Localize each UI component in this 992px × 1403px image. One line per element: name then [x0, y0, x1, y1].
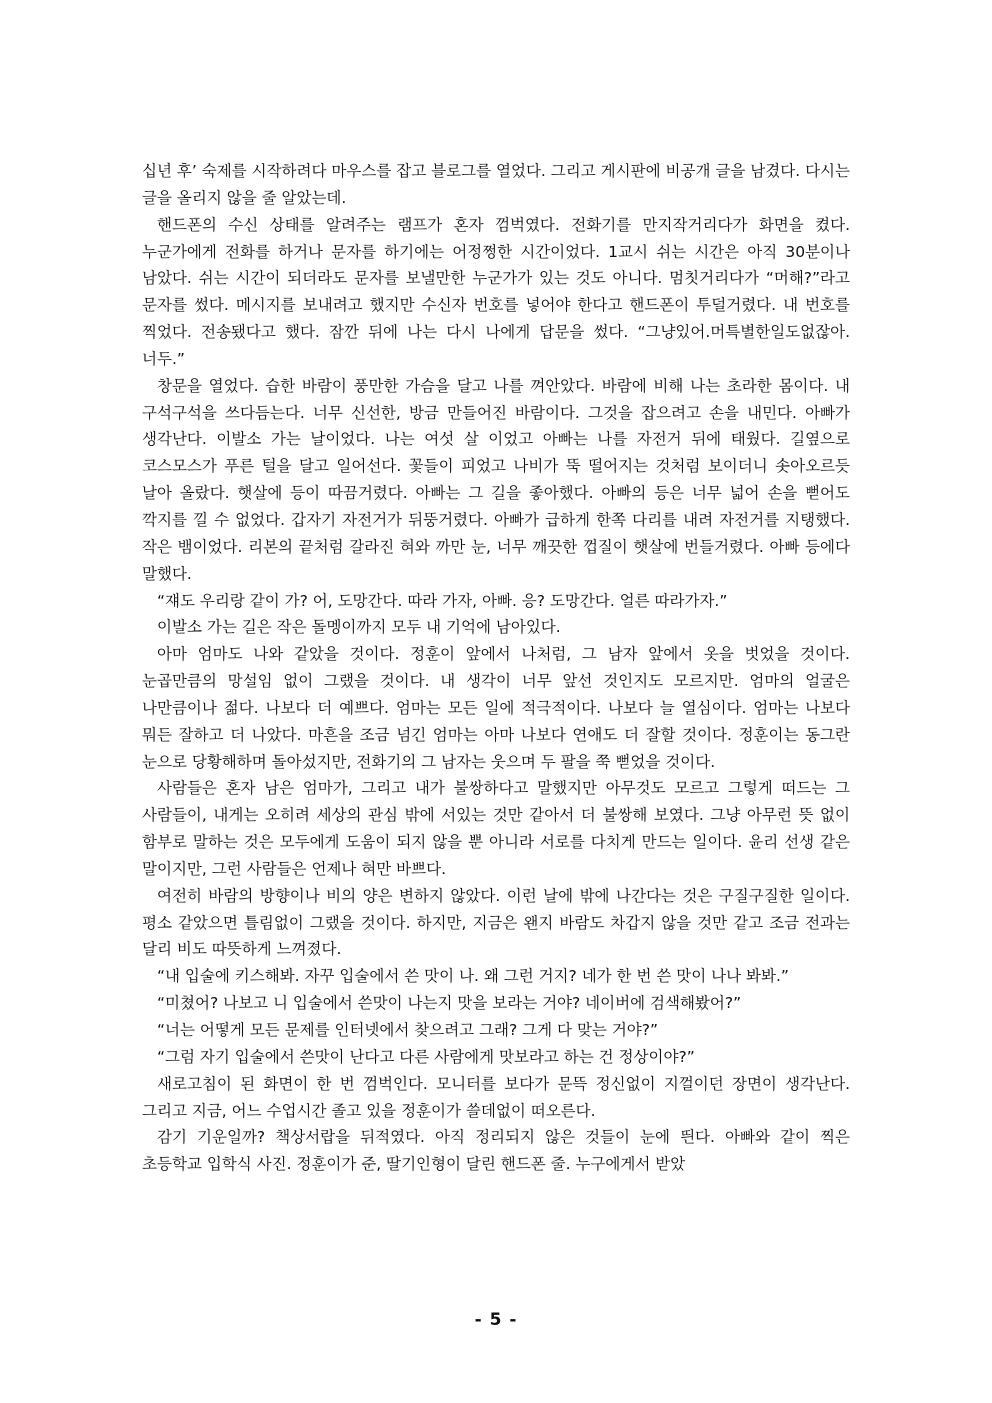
paragraph: “쟤도 우리랑 같이 가? 어, 도망간다. 따라 가자, 아빠. 응? 도망간다. 얼른 따라가자.”: [157, 591, 728, 610]
paragraph: 핸드폰의 수신 상태를 알려주는 램프가 혼자 껌벅였다. 전화기를 만지작거리다가 화면을 켰다. 누군가에게 전화를 하거나 문자를 하기에는 어정쩡한 시간이었다. 1교시 쉬는 시간은 아직 30분이나 남았다. 쉬는 시간이 되더라도 문자를 보낼만한 누군가가 있는 것도 아니다. 멈칫거리다가 “머해?”라고 문자를 썼다. 메시지를 보내려고 했지만 수신자 번호를 넣어야 한다고 핸드폰이 투덜거렸다. 내 번호를 찍었다. 전송됐다고 했다. 잠깐 뒤에 나는 다시 나에게 답문을 썼다. “그냥있어.머특별한일도없잖아.너두.”: [142, 215, 850, 368]
paragraph: 새로고침이 된 화면이 한 번 껌벅인다. 모니터를 보다가 문뜩 정신없이 지껄이던 장면이 생각난다. 그리고 지금, 어느 수업시간 졸고 있을 정훈이가 쓸데없이 떠오른다.: [142, 1074, 850, 1120]
paragraph: 십년 후’ 숙제를 시작하려다 마우스를 잡고 블로그를 열었다. 그리고 게시판에 비공개 글을 남겼다. 다시는 글을 올리지 않을 줄 알았는데.: [142, 162, 850, 207]
paragraph: 여전히 바람의 방향이나 비의 양은 변하지 않았다. 이런 날에 밖에 나간다는 것은 구질구질한 일이다. 평소 같았으면 틀림없이 그랬을 것이다. 하지만, 지금은 왠지 바람도 차갑지 않을 것만 같고 조금 전과는 달리 비도 따뜻하게 느껴졌다.: [142, 886, 850, 959]
paragraph: “너는 어떻게 모든 문제를 인터넷에서 찾으려고 그래? 그게 다 맞는 거야?”: [157, 1021, 659, 1039]
paragraph: “그럼 자기 입술에서 쓴맛이 난다고 다른 사람에게 맛보라고 하는 건 정상이야?”: [157, 1047, 695, 1066]
paragraph: “미쳤어? 나보고 니 입술에서 쓴맛이 나는지 맛을 보라는 거야? 네이버에 검색해봤어?”: [157, 994, 742, 1013]
paragraph: 아마 엄마도 나와 같았을 것이다. 정훈이 앞에서 나처럼, 그 남자 앞에서 옷을 벗었을 것이다. 눈곱만큼의 망설임 없이 그랬을 것이다. 내 생각이 너무 앞선 것인지도 모르지만. 엄마의 얼굴은 나만큼이나 젊다. 나보다 더 예쁘다. 엄마는 모든 일에 적극적이다. 나보다 늘 열심이다. 엄마는 나보다 뭐든 잘하고 더 나았다. 마흔을 조금 넘긴 엄마는 아마 나보다 연애도 더 잘할 것이다. 정훈이는 동그란 눈으로 당황해하며 돌아섰지만, 전화기의 그 남자는 웃으며 두 팔을 쭉 뻗었을 것이다.: [142, 645, 850, 771]
paragraph: 사람들은 혼자 남은 엄마가, 그리고 내가 불쌍하다고 말했지만 아무것도 모르고 그렇게 떠드는 그 사람들이, 내게는 오히려 세상의 관심 밖에 서있는 것만 같아서 더 불쌍해 보였다. 그냥 아무런 뜻 없이 함부로 말하는 것은 모두에게 도움이 되지 않을 뿐 아니라 서로를 다치게 만드는 일이다. 윤리 선생 같은 말이지만, 그런 사람들은 언제나 혀만 바쁘다.: [142, 779, 850, 878]
paragraph: “내 입술에 키스해봐. 자꾸 입술에서 쓴 맛이 나. 왜 그런 거지? 네가 한 번 쓴 맛이 나나 봐봐.”: [157, 967, 789, 986]
page-number: - 5 -: [474, 1310, 518, 1330]
paragraph: 이발소 가는 길은 작은 돌멩이까지 모두 내 기억에 남아있다.: [157, 618, 561, 637]
body-text: [142, 158, 850, 1178]
paragraph: 창문을 열었다. 습한 바람이 풍만한 가슴을 달고 나를 껴안았다. 바람에 비해 나는 초라한 몸이다. 내 구석구석을 쓰다듬는다. 너무 신선한, 방금 만들어진 바람이다. 그것을 잡으려고 손을 내민다. 아빠가 생각난다. 이발소 가는 날이었다. 나는 여섯 살 이었고 아빠는 나를 자전거 뒤에 태웠다. 길옆으로 코스모스가 푸른 털을 달고 일어선다. 꽃들이 피었고 나비가 뚝 떨어지는 것처럼 보이더니 솟아오르듯 날아 올랐다. 햇살에 등이 따끔거렸다. 아빠는 그 길을 좋아했다. 아빠의 등은 너무 넓어 손을 뻗어도 깍지를 낄 수 없었다. 갑자기 자전거가 뒤뚱거렸다. 아빠가 급하게 한쪽 다리를 내려 자전거를 지탱했다. 작은 뱀이었다. 리본의 끝처럼 갈라진 혀와 까만 눈, 너무 깨끗한 껍질이 햇살에 번들거렸다. 아빠 등에다 말했다.: [142, 376, 850, 583]
paragraph: 감기 기운일까? 책상서랍을 뒤적였다. 아직 정리되지 않은 것들이 눈에 띈다. 아빠와 같이 찍은 초등학교 입학식 사진. 정훈이가 준, 딸기인형이 달린 핸드폰 줄. 누구에게서 받았: [142, 1128, 850, 1174]
